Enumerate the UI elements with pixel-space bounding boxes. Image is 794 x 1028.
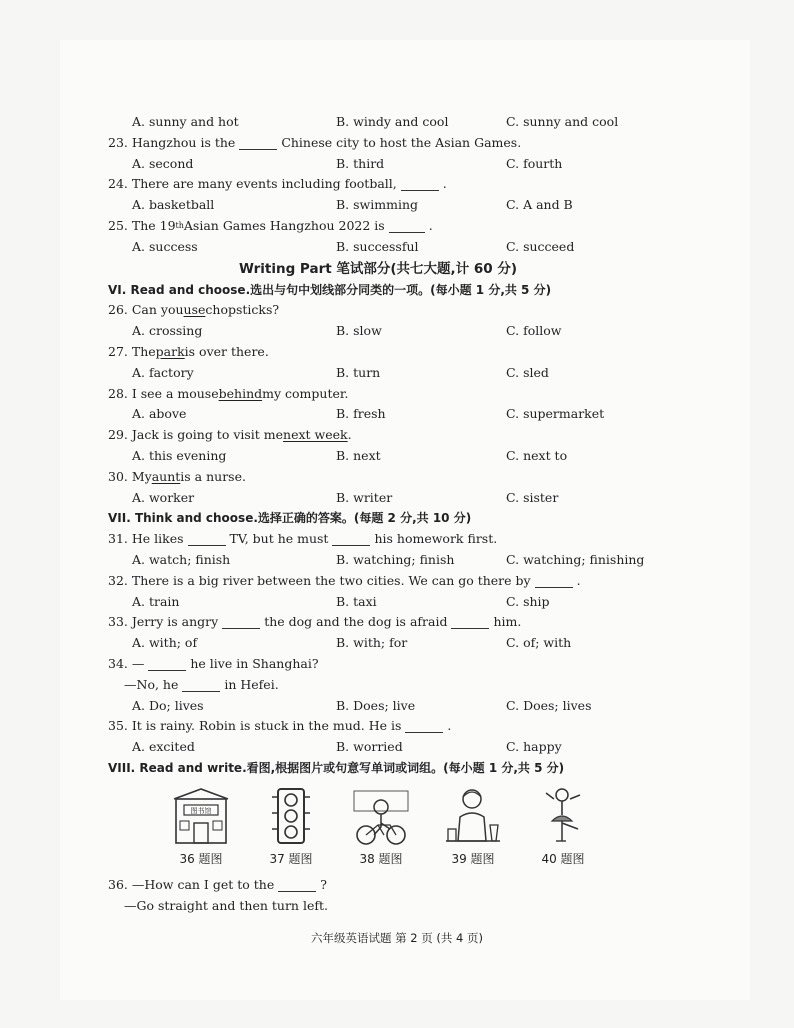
q31-option-c: C. watching; finishing — [506, 551, 645, 567]
answer-blank — [389, 220, 425, 233]
q26-question: 26. Can you use chopsticks? — [108, 302, 280, 318]
q34-question-line-1: 34. — he live in Shanghai? — [108, 655, 319, 671]
answer-blank — [148, 658, 186, 671]
q33-question: 33. Jerry is angry the dog and the dog is afraid him. — [108, 614, 522, 630]
q25-option-c: C. succeed — [506, 238, 575, 254]
q29-option-a: A. this evening — [132, 447, 227, 463]
picture-37 — [256, 785, 326, 870]
q25-options — [108, 237, 648, 258]
q34-option-b: B. Does; live — [336, 697, 416, 713]
q29-option-c: C. next to — [506, 447, 568, 463]
section-7-header: VII. Think and choose. 选择正确的答案。(每题 2 分,共 10 分) — [108, 511, 472, 526]
q31-options — [108, 550, 648, 571]
q31-question: 31. He likes TV, but he must his homework first. — [108, 531, 498, 547]
q27-option-b: B. turn — [336, 364, 381, 380]
answer-blank — [239, 137, 277, 150]
q26-options — [108, 321, 648, 342]
picture-40 — [528, 785, 598, 870]
q28-question: 28. I see a mouse behind my computer. — [108, 385, 349, 401]
q26-option-a: A. crossing — [132, 323, 203, 339]
answer-blank — [401, 178, 439, 191]
q32-option-b: B. taxi — [336, 593, 377, 609]
q24-options — [108, 195, 648, 216]
q27-option-a: A. factory — [132, 364, 194, 380]
q34-option-a: A. Do; lives — [132, 697, 204, 713]
q25-question: 25. The 19 th Asian Games Hangzhou 2022 is . — [108, 217, 433, 233]
q25-option-a: A. success — [132, 238, 198, 254]
q26-option-b: B. slow — [336, 323, 382, 339]
q24-option-c: C. A and B — [506, 197, 573, 213]
section-8-header: VIII. Read and write. 看图,根据图片或句意写单词或词组。(每小题 1 分,共 5 分) — [108, 760, 565, 775]
page-footer: 六年级英语试题 第 2 页 (共 4 页) — [310, 931, 484, 945]
q27-options — [108, 363, 648, 384]
q22-option-b: B. windy and cool — [336, 114, 449, 129]
q29-question: 29. Jack is going to visit me next week . — [108, 427, 352, 443]
q34-option-c: C. Does; lives — [506, 697, 592, 713]
q36-question-line-1: 36. —How can I get to the ? — [108, 876, 327, 892]
q33-option-c: C. of; with — [506, 635, 572, 651]
q35-options — [108, 737, 648, 758]
q35-option-b: B. worried — [336, 739, 403, 755]
answer-blank — [278, 879, 316, 892]
dancer-icon — [532, 785, 594, 847]
q28-options — [108, 404, 648, 425]
q27-question: 27. The park is over there. — [108, 343, 269, 359]
q30-option-a: A. worker — [132, 489, 195, 505]
picture-38-caption: 38 题图 — [359, 851, 403, 866]
answer-blank — [535, 575, 573, 588]
q36-question-line-2: —Go straight and then turn left. — [124, 897, 328, 913]
section-6-header: VI. Read and choose. 选出与句中划线部分同类的一项。(每小题 1 分,共 5 分) — [108, 282, 552, 297]
scientist-icon — [442, 785, 504, 847]
writing-part-title: Writing Part 笔试部分(共七大题,计 60 分) — [238, 260, 518, 277]
q23-option-b: B. third — [336, 155, 385, 171]
q23-option-a: A. second — [132, 155, 194, 171]
q31-option-a: A. watch; finish — [132, 551, 231, 567]
q23-option-c: C. fourth — [506, 155, 563, 171]
q33-option-a: A. with; of — [132, 635, 198, 651]
library-building-icon — [170, 785, 232, 847]
q28-option-a: A. above — [132, 406, 187, 422]
q29-option-b: B. next — [336, 447, 381, 463]
q23-options — [108, 154, 648, 175]
q32-question: 32. There is a big river between the two cities. We can go there by . — [108, 572, 581, 588]
q30-option-c: C. sister — [506, 489, 559, 505]
q30-question: 30. My aunt is a nurse. — [108, 468, 246, 484]
q22-option-a: A. sunny and hot — [132, 114, 239, 129]
q35-option-a: A. excited — [132, 739, 195, 755]
picture-37-caption: 37 题图 — [269, 851, 313, 866]
q24-option-b: B. swimming — [336, 197, 419, 213]
q25-option-b: B. successful — [336, 238, 419, 254]
picture-40-caption: 40 题图 — [541, 851, 585, 866]
q35-option-c: C. happy — [506, 739, 562, 755]
q23-question: 23. Hangzhou is the Chinese city to host the Asian Games. — [108, 134, 522, 150]
q32-options — [108, 592, 648, 613]
q24-option-a: A. basketball — [132, 197, 215, 213]
library-sign-text: 图书馆 — [190, 806, 212, 815]
q32-option-a: A. train — [132, 593, 180, 609]
q33-option-b: B. with; for — [336, 635, 408, 651]
q30-options — [108, 488, 648, 509]
q30-option-b: B. writer — [336, 489, 393, 505]
answer-blank — [182, 679, 220, 692]
picture-36 — [166, 785, 236, 870]
answer-blank — [405, 720, 443, 733]
picture-38 — [346, 785, 416, 870]
picture-36-caption: 36 题图 — [179, 851, 223, 866]
answer-blank — [222, 616, 260, 629]
picture-39-caption: 39 题图 — [451, 851, 495, 866]
q33-options — [108, 633, 648, 654]
picture-39 — [438, 785, 508, 870]
q27-option-c: C. sled — [506, 364, 549, 380]
answer-blank — [332, 533, 370, 546]
q28-option-b: B. fresh — [336, 406, 386, 422]
exam-content — [108, 112, 648, 916]
answer-blank — [451, 616, 489, 629]
q28-option-c: C. supermarket — [506, 406, 605, 422]
q22-option-c: C. sunny and cool — [506, 114, 619, 129]
q32-option-c: C. ship — [506, 593, 550, 609]
q34-options — [108, 696, 648, 717]
q22-options — [108, 112, 648, 133]
q29-options — [108, 446, 648, 467]
q35-question: 35. It is rainy. Robin is stuck in the mud. He is . — [108, 718, 452, 734]
traffic-light-icon — [260, 785, 322, 847]
q24-question: 24. There are many events including football, . — [108, 176, 447, 192]
q31-option-b: B. watching; finish — [336, 551, 455, 567]
answer-blank — [188, 533, 226, 546]
q34-question-line-2: —No, he in Hefei. — [124, 676, 279, 692]
picture-row — [108, 785, 648, 875]
cyclist-icon — [350, 785, 412, 847]
q26-option-c: C. follow — [506, 323, 562, 339]
